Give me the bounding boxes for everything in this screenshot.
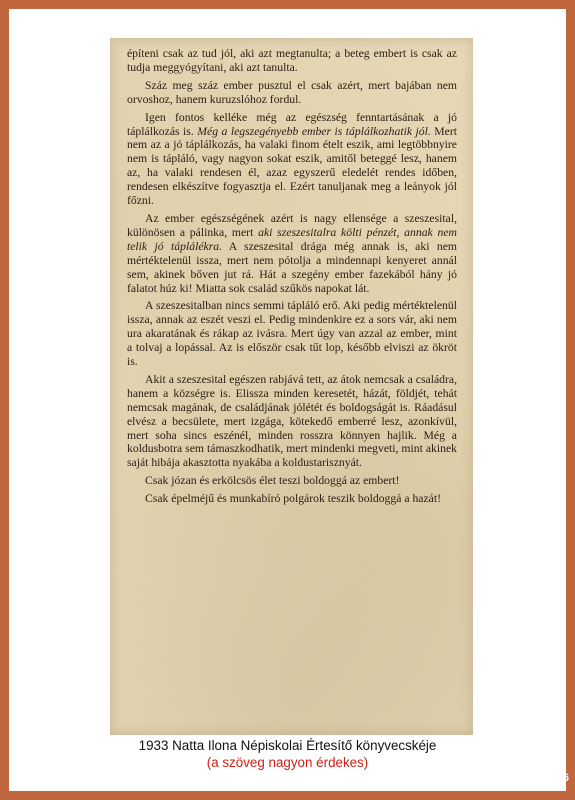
photo-frame	[9, 9, 566, 791]
document-paragraph	[127, 79, 457, 107]
paragraph-text: Csak épelméjű és munkabíró polgárok teszik boldoggá a hazát!	[145, 492, 441, 506]
caption-note: (a szöveg nagyon érdekes)	[206, 755, 369, 770]
paragraph-text: A szeszesital drága még annak is, aki nem mértéktelenül issza, mert nem pótolja a mindennapi kenyeret annál sem, akinek bőven jut rá. Hát a szegény ember fazekából hány jó falatot húz ki! Miatta sok család szűkös napokat lát.	[127, 239, 458, 295]
paragraph-text: Igen fontos kelléke még az egészség fenntartásának a jó táplálkozás is.	[127, 110, 457, 138]
scanned-page	[110, 38, 473, 735]
document-paragraph	[127, 474, 457, 488]
document-paragraph	[127, 111, 457, 208]
document-paragraph	[127, 212, 457, 295]
document-paragraph	[127, 492, 457, 506]
document-paragraph	[127, 47, 457, 75]
paragraph-text: Az ember egészségének azért is nagy ellensége a szeszesital, különösen a pálinka, mert	[127, 211, 457, 239]
emphasized-text: Még a legszegényebb ember is táplálkozhatik jól.	[197, 124, 431, 138]
paragraph-text: Száz meg száz ember pusztul el csak azért, mert bajában nem orvoshoz, hanem kuruzslóhoz fordul.	[127, 78, 457, 106]
paragraph-text: építeni csak az tud jól, aki azt megtanulta; a beteg embert is csak az tudja meggyógyítani, aki azt tanulta.	[127, 47, 457, 74]
document-paragraph	[127, 299, 457, 369]
reference-number: 2004/496	[523, 772, 569, 784]
document-paragraph	[127, 373, 457, 470]
paragraph-text: Mert nem az a jó táplálkozás, ha valaki finom ételt eszik, ami legtöbbnyire nem is tápláló, vagy nagyon sokat eszik, amitől beteggé lesz, hanem az, ha valaki rendesen él, azaz egyszerű eledelét rendes időben, rendesen elkészítve fogyasztja el. Ezért tanuljanak meg a leányok jól főzni.	[127, 124, 457, 208]
paragraph-text: Akit a szeszesital egészen rabjává tett, az átok nemcsak a családra, hanem a községre is. Elissza minden keresetét, házát, földjét, tehát nemcsak magának, de családjának jólétét és boldogságát is. Ráadásul elvész a becsülete, mert izgága, kötekedő emberré lesz, azonkívül, mert soha sincs eszénél, minden rosszra könnyen hajlik. Még a koldusbotra sem támaszkodhatik, mert mindenki megveti, mint akinek saját hibája akasztotta nyakába a koldustarisznyát.	[127, 372, 457, 470]
emphasized-text: aki szeszesitalra költi pénzét, annak nem telik jó táplálékra.	[127, 225, 457, 253]
caption-title: 1933 Natta Ilona Népiskolai Értesítő könyvecskéje	[138, 738, 437, 753]
paragraph-text: Csak józan és erkölcsös élet teszi boldoggá az embert!	[145, 474, 400, 488]
paragraph-text: A szeszesitalban nincs semmi tápláló erő. Aki pedig mértéktelenül issza, annak az eszét veszi el. Pedig mindenkire ez a sors vár, aki nem ura akaratának és rákap az ivásra. Mert úgy van azzal az ember, mint a tolvaj a lopással. Az is először csak tűt lop, később elviszi az ökröt is.	[127, 299, 457, 369]
document-text	[127, 47, 457, 510]
